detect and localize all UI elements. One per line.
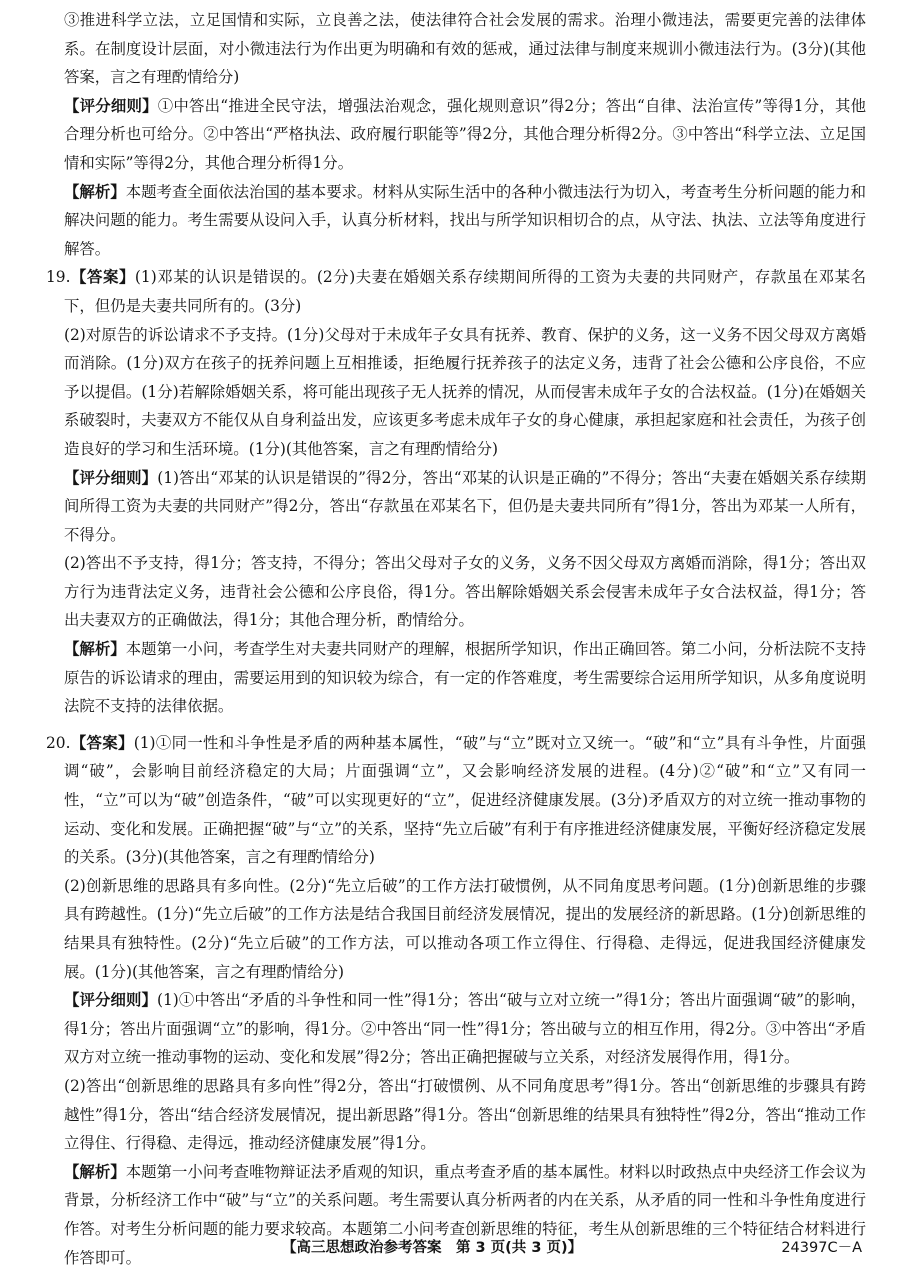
answer-label: 【答案】 [70,268,135,287]
q20-number: 20. [46,733,71,752]
q19-number: 19. [46,268,71,287]
q18-scoring-text: ①中答出“推进全民守法，增强法治观念，强化规则意识”得2分；答出“自律、法治宣传”等得1分，其他合理分析也可给分。②中答出“严格执法、政府履行职能等”得2分，其他合理分析得2分。③中答出“科学立法、立足国情和实际”等得2分，其他合理分析得1分。 [64,96,866,172]
page-content [46,6,866,1272]
q20-answer [46,729,866,872]
scoring-label: 【评分细则】 [64,96,158,115]
q19-scoring [46,464,866,550]
q20-analysis-text: 本题第一小问考查唯物辩证法矛盾观的知识，重点考查矛盾的基本属性。材料以时政热点中央经济工作会议为背景，分析经济工作中“破”与“立”的关系问题。考生需要认真分析两者的内在关系，从矛盾的同一性和斗争性角度进行作答。对考生分析问题的能力要求较高。本题第二小问考查创新思维的特征，考生从创新思维的三个特征结合材料进行作答即可。 [64,1162,866,1267]
page-footer [0,1232,900,1260]
q19-scoring-p2: (2)答出不予支持，得1分；答支持，不得分；答出父母对子女的义务，义务不因父母双方离婚而消除，得1分；答出双方行为违背法定义务，违背社会公德和公序良俗，得1分。答出解除婚姻关系会侵害未成年子女合法权益，得1分；答出夫妻双方的正确做法，得1分；其他合理分析，酌情给分。 [64,554,866,630]
q20-scoring-p2: (2)答出“创新思维的思路具有多向性”得2分，答出“打破惯例、从不同角度思考”得1分。答出“创新思维的步骤具有跨越性”得1分，答出“结合经济发展情况，提出新思路”得1分。答出“创新思维的结果具有独特性”得2分，答出“推动工作立得住、行得稳、走得远，推动经济健康发展”得1分。 [64,1076,866,1153]
q20-scoring [46,986,866,1072]
q19-analysis [46,635,866,721]
analysis-label: 【解析】 [64,1162,126,1181]
answer-label: 【答案】 [70,733,134,752]
analysis-label: 【解析】 [64,640,126,659]
q18-analysis-text: 本题考查全面依法治国的基本要求。材料从实际生活中的各种小微违法行为切入，考查考生分析问题的能力和解决问题的能力。考生需要从设问入手，认真分析材料，找出与所学知识相切合的点，从守法、执法、立法等角度进行解答。 [64,182,866,258]
q20-answer-p1: (1)①同一性和斗争性是矛盾的两种基本属性，“破”与“立”既对立又统一。“破”和“立”具有斗争性，片面强调“破”，会影响目前经济稳定的大局；片面强调“立”，又会影响经济发展的进程。(4分)②“破”和“立”又有同一性，“立”可以为“破”创造条件，“破”可以实现更好的“立”，促进经济健康发展。(3分)矛盾双方的对立统一推动事物的运动、变化和发展。正确把握“破”与“立”的关系，坚持“先立后破”有利于有序推进经济健康发展，平衡好经济稳定发展的关系。(3分)(其他答案，言之有理酌情给分) [64,733,866,867]
q18-answer-part3: ③推进科学立法，立足国情和实际，立良善之法，使法律符合社会发展的需求。治理小微违法，需要更完善的法律体系。在制度设计层面，对小微违法行为作出更为明确和有效的惩戒，通过法律与制度来规训小微违法行为。(3分)(其他答案，言之有理酌情给分) [64,11,866,87]
scoring-label: 【评分细则】 [64,468,158,487]
q19-scoring-p1: (1)答出“邓某的认识是错误的”得2分，答出“邓某的认识是正确的”不得分；答出“夫妻在婚姻关系存续期间所得工资为夫妻的共同财产”得2分，答出“存款虽在邓某名下，但仍是夫妻共同所有”得1分，答出为邓某一人所有，不得分。 [64,468,866,544]
q20-answer-p2: (2)创新思维的思路具有多向性。(2分)“先立后破”的工作方法打破惯例，从不同角度思考问题。(1分)创新思维的步骤具有跨越性。(1分)“先立后破”的工作方法是结合我国目前经济发展情况，提出的发展经济的新思路。(1分)创新思维的结果具有独特性。(2分)“先立后破”的工作方法，可以推动各项工作立得住、行得稳、走得远，促进我国经济健康发展。(1分)(其他答案，言之有理酌情给分) [64,876,866,981]
footer-code: 24397C－A [781,1240,862,1256]
analysis-label: 【解析】 [64,182,126,201]
q19-answer-p1: (1)邓某的认识是错误的。(2分)夫妻在婚姻关系存续期间所得的工资为夫妻的共同财产，存款虽在邓某名下，但仍是夫妻共同所有的。(3分) [64,268,866,315]
q19-answer [46,263,866,320]
scoring-label: 【评分细则】 [64,991,157,1010]
q18-analysis [46,178,866,264]
q19-analysis-text: 本题第一小问，考查学生对夫妻共同财产的理解，根据所学知识，作出正确回答。第二小问，分析法院不支持原告的诉讼请求的理由，需要运用到的知识较为综合，有一定的作答难度，考生需要综合运用所学知识，从多角度说明法院不支持的法律依据。 [64,640,866,716]
q20-scoring-p1: (1)①中答出“矛盾的斗争性和同一性”得1分；答出“破与立对立统一”得1分；答出片面强调“破”的影响，得1分；答出片面强调“立”的影响，得1分。②中答出“同一性”得1分；答出破与立的相互作用，得2分。③中答出“矛盾双方对立统一推动事物的运动、变化和发展”得2分；答出正确把握破与立关系，对经济发展得作用，得1分。 [64,991,866,1067]
q19-answer-p2: (2)对原告的诉讼请求不予支持。(1分)父母对于未成年子女具有抚养、教育、保护的义务，这一义务不因父母双方离婚而消除。(1分)双方在孩子的抚养问题上互相推诿，拒绝履行抚养孩子的法定义务，违背了社会公德和公序良俗，不应予以提倡。(1分)若解除婚姻关系，将可能出现孩子无人抚养的情况，从而侵害未成年子女的合法权益。(1分)在婚姻关系破裂时，夫妻双方不能仅从自身利益出发，应该更多考虑未成年子女的身心健康，承担起家庭和社会责任，为孩子创造良好的学习和生活环境。(1分)(其他答案，言之有理酌情给分) [64,325,866,458]
footer-title: 【高三思想政治参考答案 第 3 页(共 3 页)】 [282,1240,583,1256]
q18-scoring [46,92,866,178]
